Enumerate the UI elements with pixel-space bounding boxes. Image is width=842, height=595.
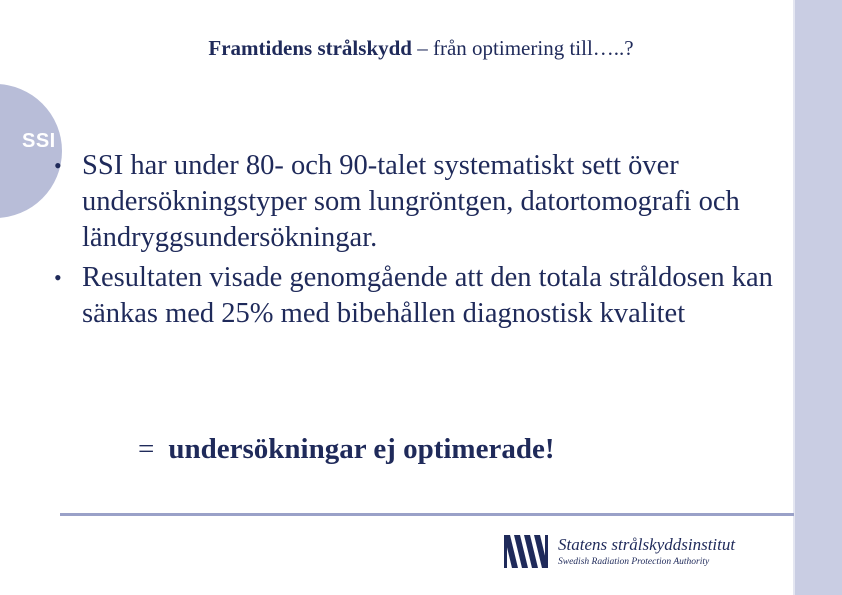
bullet-item [46, 260, 786, 332]
page-title [0, 36, 842, 61]
ssi-logo: SSI [22, 130, 56, 152]
footer-divider [60, 513, 794, 516]
ssi-footer-logo [504, 531, 736, 571]
ssi-mark-icon [504, 535, 548, 568]
org-name: Statens strålskyddsinstitut [558, 535, 736, 554]
conclusion-text: undersökningar ej optimerade! [168, 433, 555, 465]
bullet-marker: • [54, 153, 62, 178]
right-decor-bar [793, 0, 842, 595]
bullet-item [46, 148, 786, 256]
equals-symbol: = [138, 433, 155, 465]
bullet-text: SSI har under 80- och 90-talet systematiskt sett över undersökningstyper som lungröntgen, datortomografi och ländryggsundersökningar. [82, 150, 740, 253]
title-rest: – från optimering till…..? [411, 36, 634, 60]
bullet-list [46, 148, 786, 336]
org-subtitle: Swedish Radiation Protection Authority [558, 557, 710, 567]
bullet-marker: • [54, 265, 62, 290]
bullet-text: Resultaten visade genomgående att den totala stråldosen kan sänkas med 25% med bibehållen diagnostisk kvalitet [82, 262, 773, 329]
title-bold: Framtidens strålskydd [208, 36, 412, 60]
conclusion [138, 433, 555, 466]
